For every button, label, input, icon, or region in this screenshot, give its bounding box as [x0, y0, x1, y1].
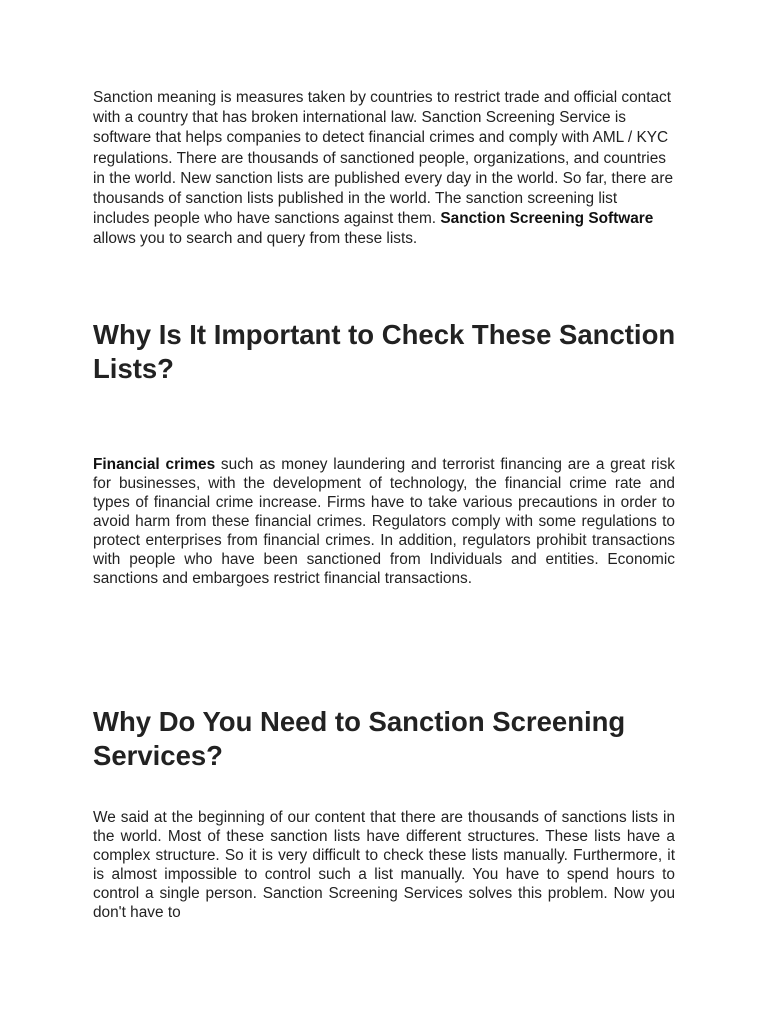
intro-paragraph	[93, 88, 675, 250]
section1-heading: Why Is It Important to Check These Sanction Lists?	[93, 319, 676, 384]
section1-paragraph	[93, 455, 675, 588]
intro-text: Sanction meaning is measures taken by countries to restrict trade and official contact with a country that has broken international law. Sanction Screening Service is software that helps companies to detect financial crimes and comply with AML / KYC regulations. There are thousands of sanctioned people, organizations, and countries in the world. New sanction lists are published every day in the world. So far, there are thousands of sanction lists published in the world. The sanction screening list includes people who have sanctions against them.	[93, 89, 674, 228]
financial-crimes-bold: Financial crimes	[93, 456, 216, 473]
intro-text-end: allows you to search and query from these lists.	[93, 230, 418, 248]
section1-text: such as money laundering and terrorist financing are a great risk for businesses, with the development of technology, the financial crime rate and types of financial crime increase. Firms have to take various precautions in order to avoid harm from these financial crimes. Regulators comply with some regulations to protect enterprises from financial crimes. In addition, regulators prohibit transactions with people who have been sanctioned from Individuals and entities. Economic sanctions and embargoes restrict financial transactions.	[93, 456, 675, 587]
section2-text: We said at the beginning of our content that there are thousands of sanctions lists in the world. Most of these sanction lists have different structures. These lists have a complex structure. So it is very difficult to check these lists manually. Furthermore, it is almost impossible to control such a list manually. You have to spend hours to control a single person. Sanction Screening Services solves this problem. Now you don't have to	[93, 809, 675, 921]
sanction-screening-software-bold: Sanction Screening Software	[440, 210, 654, 228]
section2-heading: Why Do You Need to Sanction Screening Services?	[93, 706, 626, 771]
section2-paragraph	[93, 808, 675, 922]
